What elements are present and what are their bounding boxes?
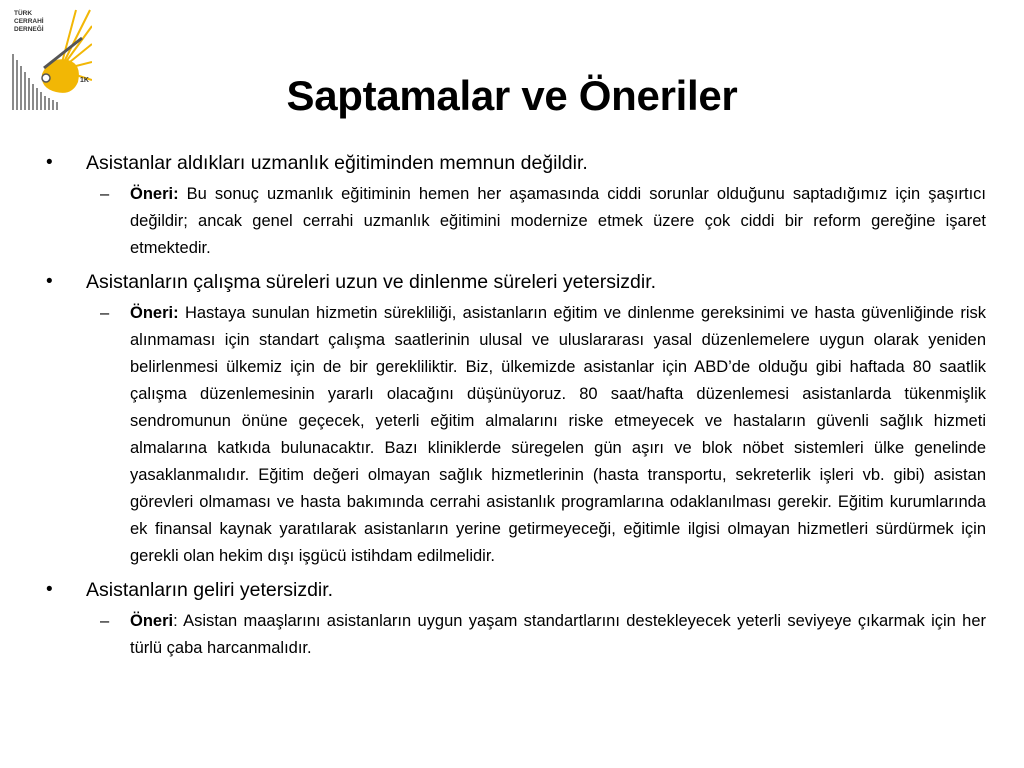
sub-text: Hastaya sunulan hizmetin sürekliliği, asistanların eğitim ve dinlenme gereksinimi ve hasta güvenliğinde risk alınmaması için standart çalışma saatlerinin ulusal ve uluslararası yasal düzenlemelere uygun olarak yeniden belirlenmesi ülkemiz için de bir gerekliliktir. Biz, ülkemizde asistanlar için ABD’de olduğu gibi haftada 80 saatlik çalışma düzenlemesinin yararlı olacağını düşünüyoruz. 80 saat/hafta düzenlemesi asistanlarda tükenmişlik sendromunun önüne geçecek, yeterli eğitim almalarını riske etmeyecek ve hastaların güvenli sağlık hizmeti almalarına katkıda bulunacaktır. Bazı kliniklerde süregelen gün aşırı ve blok nöbet sistemleri ülke genelinde yasaklanmalıdır. Eğitim değeri olmayan sağlık hizmetlerinin (hasta transportu, sekreterlik işleri vb. gibi) asistan görevleri olmaması ve hasta bakımında cerrahi asistanlık programlarına odaklanılması gerekir. Eğitim kurumlarında ek finansal kaynak yaratılarak asistanların yerine getirmeyeceği, eğitimle ilgisi olmayan hizmetleri sürdürmek için gerekli olan hekim dışı işgücü istihdam edilmelidir. — [130, 304, 986, 565]
bullet-icon: • — [46, 579, 53, 600]
sub-label: Öneri — [130, 612, 174, 630]
sub-item — [100, 608, 986, 662]
bullet-item — [46, 576, 986, 604]
bullet-item — [46, 268, 986, 296]
dash-icon: – — [100, 185, 110, 203]
logo-mark: 1K — [80, 77, 89, 84]
bullet-text: Asistanların çalışma süreleri uzun ve dinlenme süreleri yetersizdir. — [86, 271, 657, 293]
bullet-item — [46, 149, 986, 177]
logo-line-2: CERRAHİ — [14, 18, 44, 25]
sub-label: Öneri: — [130, 304, 179, 322]
sub-item — [100, 300, 986, 570]
bullet-list — [46, 149, 986, 668]
sub-text: Bu sonuç uzmanlık eğitiminin hemen her aşamasında ciddi sorunlar olduğunu saptadığımız için şaşırtıcı değildir; ancak genel cerrahi uzmanlık eğitimini modernize etmek üzere çok ciddi bir reform gereğine işaret etmektedir. — [130, 185, 986, 257]
logo-line-3: DERNEĞİ — [14, 26, 44, 33]
sub-label: Öneri: — [130, 185, 179, 203]
bullet-icon: • — [46, 152, 53, 173]
sub-item — [100, 181, 986, 262]
dash-icon: – — [100, 612, 110, 630]
dash-icon: – — [100, 304, 110, 322]
bullet-text: Asistanlar aldıkları uzmanlık eğitiminden memnun değildir. — [86, 152, 588, 174]
bullet-icon: • — [46, 271, 53, 292]
logo-text — [14, 10, 74, 34]
page-title: Saptamalar ve Öneriler — [286, 72, 738, 119]
logo-line-1: TÜRK — [14, 10, 33, 17]
bullet-text: Asistanların geliri yetersizdir. — [86, 579, 334, 601]
sub-text: : Asistan maaşlarını asistanların uygun yaşam standartlarını destekleyecek yeterli seviyeye çıkarmak için her türlü çaba harcanmalıdır. — [130, 612, 986, 657]
